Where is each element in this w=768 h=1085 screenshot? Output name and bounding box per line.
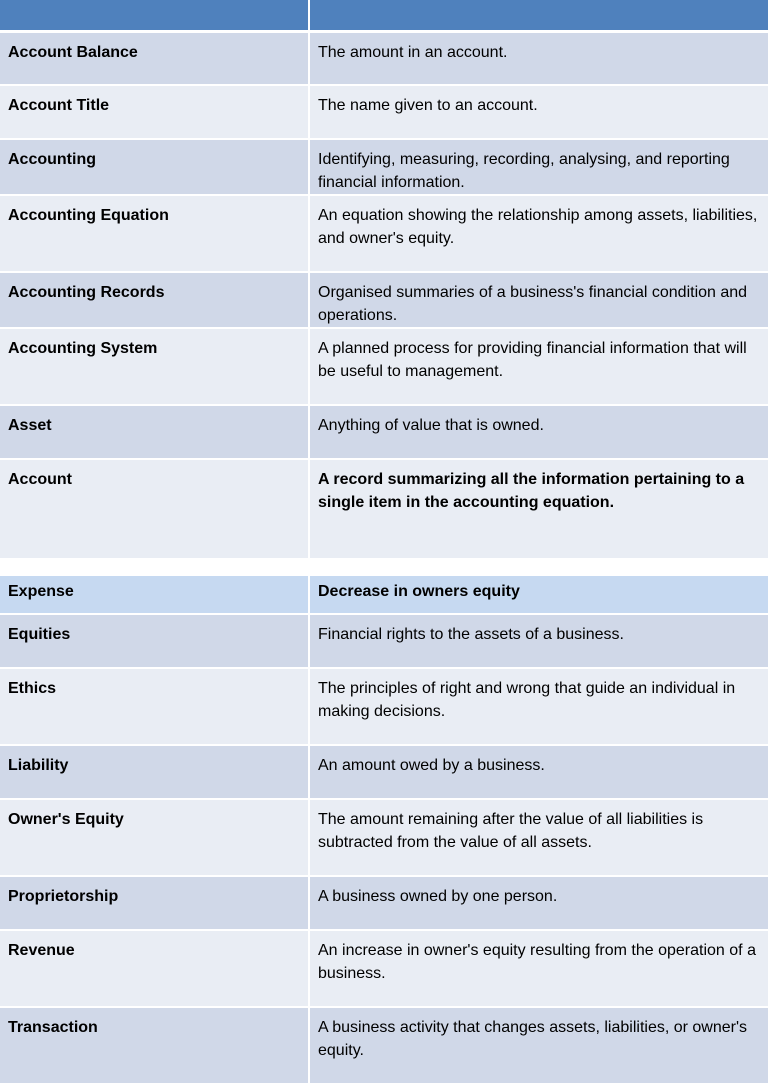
- definition-cell: A business owned by one person.: [309, 876, 768, 930]
- table-row: [0, 745, 768, 799]
- definition-cell: Financial rights to the assets of a business.: [309, 614, 768, 668]
- term-cell: Revenue: [0, 930, 309, 1007]
- table-row: [0, 799, 768, 876]
- table-header-row: [0, 0, 768, 31]
- table-row: [0, 1007, 768, 1084]
- definition-cell: A business activity that changes assets, liabilities, or owner's equity.: [309, 1007, 768, 1084]
- definition-cell: Organised summaries of a business's financial condition and operations.: [309, 272, 768, 328]
- term-cell: Proprietorship: [0, 876, 309, 930]
- term-cell: Accounting Equation: [0, 195, 309, 272]
- table-row: [0, 328, 768, 405]
- term-cell: Account Balance: [0, 31, 309, 85]
- table-row: [0, 614, 768, 668]
- definition-cell: The amount in an account.: [309, 31, 768, 85]
- header-term-cell: Expense: [0, 576, 309, 614]
- definition-cell: A planned process for providing financial information that will be useful to management.: [309, 328, 768, 405]
- term-cell: Accounting: [0, 139, 309, 195]
- definition-cell: The principles of right and wrong that guide an individual in making decisions.: [309, 668, 768, 745]
- table-row: [0, 668, 768, 745]
- term-cell: Owner's Equity: [0, 799, 309, 876]
- table-row: [0, 139, 768, 195]
- definition-cell: The name given to an account.: [309, 85, 768, 139]
- definition-cell: Anything of value that is owned.: [309, 405, 768, 459]
- term-cell: Asset: [0, 405, 309, 459]
- table-row: [0, 195, 768, 272]
- table-row: [0, 876, 768, 930]
- table-row: [0, 272, 768, 328]
- definition-cell: The amount remaining after the value of all liabilities is subtracted from the value of all assets.: [309, 799, 768, 876]
- term-cell: Liability: [0, 745, 309, 799]
- header-term-cell: [0, 0, 309, 31]
- definition-cell: An increase in owner's equity resulting from the operation of a business.: [309, 930, 768, 1007]
- glossary-table-two: [0, 576, 768, 1085]
- table-row: [0, 31, 768, 85]
- term-cell: Accounting Records: [0, 272, 309, 328]
- term-cell: Equities: [0, 614, 309, 668]
- header-definition-cell: Decrease in owners equity: [309, 576, 768, 614]
- term-cell: Ethics: [0, 668, 309, 745]
- header-definition-cell: [309, 0, 768, 31]
- definition-cell: An equation showing the relationship among assets, liabilities, and owner's equity.: [309, 195, 768, 272]
- table-header-row: [0, 576, 768, 614]
- term-cell: Account: [0, 459, 309, 559]
- table-row: [0, 930, 768, 1007]
- definition-cell: An amount owed by a business.: [309, 745, 768, 799]
- term-cell: Accounting System: [0, 328, 309, 405]
- term-cell: Transaction: [0, 1007, 309, 1084]
- definition-cell: A record summarizing all the information pertaining to a single item in the accounting equation.: [309, 459, 768, 559]
- table-row: [0, 405, 768, 459]
- definition-cell: Identifying, measuring, recording, analysing, and reporting financial information.: [309, 139, 768, 195]
- table-row: [0, 85, 768, 139]
- term-cell: Account Title: [0, 85, 309, 139]
- table-row: [0, 459, 768, 559]
